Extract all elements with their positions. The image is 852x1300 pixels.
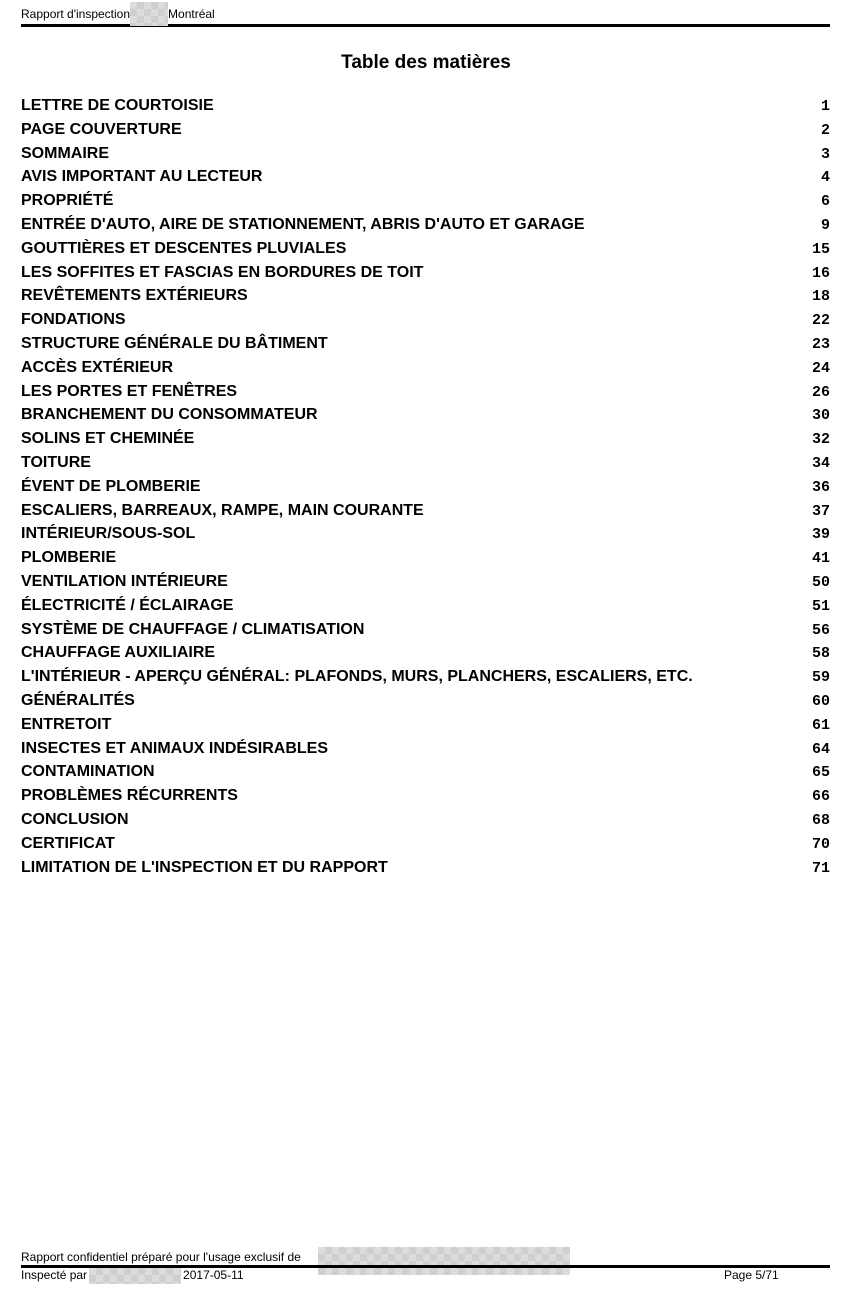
toc-entry-page: 34	[811, 454, 830, 472]
toc-entry-page: 51	[811, 597, 830, 615]
toc-entry-page: 39	[811, 526, 830, 544]
toc-entry-label: BRANCHEMENT DU CONSOMMATEUR	[21, 406, 318, 424]
toc-entry-page: 59	[811, 669, 830, 687]
toc-entry-page: 24	[811, 359, 830, 377]
toc-entry-page: 60	[811, 692, 830, 710]
toc-entry[interactable]	[21, 835, 830, 859]
toc-entry[interactable]	[21, 264, 830, 288]
toc-entry-page: 30	[811, 407, 830, 425]
toc-entry-page: 23	[811, 335, 830, 353]
toc-entry[interactable]	[21, 668, 830, 692]
toc-entry[interactable]	[21, 335, 830, 359]
toc-entry[interactable]	[21, 859, 830, 883]
toc-entry[interactable]	[21, 430, 830, 454]
toc-entry[interactable]	[21, 763, 830, 787]
toc-entry-label: SYSTÈME DE CHAUFFAGE / CLIMATISATION	[21, 620, 365, 638]
toc-entry[interactable]	[21, 406, 830, 430]
toc-entry-label: LES SOFFITES ET FASCIAS EN BORDURES DE TOIT	[21, 263, 424, 281]
toc-entry-page: 66	[811, 788, 830, 806]
toc-entry[interactable]	[21, 811, 830, 835]
toc-entry-page: 1	[820, 98, 830, 115]
toc-entry-page: 65	[811, 764, 830, 782]
toc-entry[interactable]	[21, 121, 830, 145]
toc-entry-page: 16	[811, 264, 830, 282]
toc-entry-page: 70	[811, 835, 830, 853]
toc-entry-page: 64	[811, 740, 830, 758]
toc-entry-label: ESCALIERS, BARREAUX, RAMPE, MAIN COURANTE	[21, 501, 424, 519]
toc-entry-page: 37	[811, 502, 830, 520]
toc-entry[interactable]	[21, 549, 830, 573]
toc-entry-label: INTÉRIEUR/SOUS-SOL	[21, 525, 196, 543]
footer-confidential-text: Rapport confidentiel préparé pour l'usage exclusif de	[21, 1250, 301, 1264]
toc-entry-label: GÉNÉRALITÉS	[21, 691, 135, 709]
toc-entry-label: LIMITATION DE L'INSPECTION ET DU RAPPORT	[21, 858, 388, 876]
page-footer	[21, 1245, 830, 1282]
toc-entry[interactable]	[21, 240, 830, 264]
toc-entry[interactable]	[21, 359, 830, 383]
toc-entry[interactable]	[21, 216, 830, 240]
toc-entry[interactable]	[21, 597, 830, 621]
toc-entry[interactable]	[21, 644, 830, 668]
toc-entry-label: L'INTÉRIEUR - APERÇU GÉNÉRAL: PLAFONDS, MURS, PLANCHERS, ESCALIERS, ETC.	[21, 668, 693, 686]
footer-date: 2017-05-11	[183, 1268, 244, 1282]
toc-entry-page: 50	[811, 573, 830, 591]
toc-entry-page: 26	[811, 383, 830, 401]
toc-entry-page: 58	[811, 645, 830, 663]
toc-entry-label: SOLINS ET CHEMINÉE	[21, 430, 195, 448]
header-city: Montréal	[168, 7, 215, 21]
toc-entry[interactable]	[21, 740, 830, 764]
footer-inspection-line	[21, 1268, 830, 1284]
toc-entry-label: ENTRETOIT	[21, 715, 112, 733]
toc-entry-page: 61	[811, 716, 830, 734]
toc-entry-page: 71	[811, 859, 830, 877]
toc-entry-label: FONDATIONS	[21, 311, 126, 329]
toc-entry-label: AVIS IMPORTANT AU LECTEUR	[21, 168, 263, 186]
table-of-contents	[21, 97, 830, 882]
toc-entry-page: 9	[820, 216, 830, 234]
toc-entry-label: PLOMBERIE	[21, 549, 117, 567]
redacted-inspector-name	[89, 1268, 181, 1284]
toc-entry-label: PAGE COUVERTURE	[21, 120, 182, 138]
toc-entry-label: CONCLUSION	[21, 810, 129, 828]
footer-page-number: Page 5/71	[724, 1268, 779, 1282]
toc-entry[interactable]	[21, 454, 830, 478]
toc-entry-label: GOUTTIÈRES ET DESCENTES PLUVIALES	[21, 239, 347, 257]
toc-entry[interactable]	[21, 97, 830, 121]
toc-entry[interactable]	[21, 716, 830, 740]
toc-entry-page: 4	[820, 169, 830, 187]
toc-entry-label: CERTIFICAT	[21, 834, 115, 852]
toc-entry-page: 32	[811, 431, 830, 449]
toc-entry-page: 2	[820, 121, 830, 139]
toc-entry-label: ACCÈS EXTÉRIEUR	[21, 358, 174, 376]
page-title: Table des matières	[341, 52, 511, 73]
toc-entry-page: 36	[811, 478, 830, 496]
toc-entry-page: 68	[811, 811, 830, 829]
toc-entry-label: VENTILATION INTÉRIEURE	[21, 572, 228, 590]
header-report-label: Rapport d'inspection	[21, 7, 131, 21]
toc-entry-page: 56	[811, 621, 830, 639]
toc-entry-label: ENTRÉE D'AUTO, AIRE DE STATIONNEMENT, ABRIS D'AUTO ET GARAGE	[21, 215, 585, 233]
toc-entry-label: PROBLÈMES RÉCURRENTS	[21, 787, 238, 805]
footer-inspected-by: Inspecté par	[21, 1268, 88, 1282]
toc-entry-label: CHAUFFAGE AUXILIAIRE	[21, 644, 216, 662]
toc-entry[interactable]	[21, 692, 830, 716]
toc-entry-page: 22	[811, 312, 830, 330]
toc-entry[interactable]	[21, 621, 830, 645]
toc-entry-page: 15	[811, 240, 830, 258]
toc-entry[interactable]	[21, 383, 830, 407]
toc-entry-label: ÉVENT DE PLOMBERIE	[21, 477, 201, 495]
footer-confidential-line	[21, 1245, 830, 1265]
toc-entry[interactable]	[21, 502, 830, 526]
toc-entry-page: 41	[811, 550, 830, 568]
toc-entry-label: ÉLECTRICITÉ / ÉCLAIRAGE	[21, 596, 234, 614]
toc-entry-label: LES PORTES ET FENÊTRES	[21, 382, 238, 400]
toc-entry[interactable]	[21, 287, 830, 311]
toc-entry[interactable]	[21, 787, 830, 811]
toc-entry-label: REVÊTEMENTS EXTÉRIEURS	[21, 287, 248, 305]
toc-entry-label: SOMMAIRE	[21, 144, 109, 162]
toc-entry-label: INSECTES ET ANIMAUX INDÉSIRABLES	[21, 739, 328, 757]
toc-entry-page: 3	[820, 145, 830, 163]
toc-entry-page: 6	[820, 193, 830, 211]
toc-entry-label: TOITURE	[21, 453, 91, 471]
toc-entry-label: PROPRIÉTÉ	[21, 192, 114, 210]
toc-entry[interactable]	[21, 525, 830, 549]
toc-entry[interactable]	[21, 145, 830, 169]
toc-entry[interactable]	[21, 192, 830, 216]
toc-entry-label: STRUCTURE GÉNÉRALE DU BÂTIMENT	[21, 334, 328, 352]
toc-entry[interactable]	[21, 168, 830, 192]
toc-entry-label: LETTRE DE COURTOISIE	[21, 97, 214, 114]
toc-entry[interactable]	[21, 478, 830, 502]
toc-entry-page: 18	[811, 288, 830, 306]
toc-entry[interactable]	[21, 311, 830, 335]
page-header	[21, 6, 830, 27]
toc-entry-label: CONTAMINATION	[21, 763, 155, 781]
redacted-address	[130, 2, 168, 26]
toc-entry[interactable]	[21, 573, 830, 597]
